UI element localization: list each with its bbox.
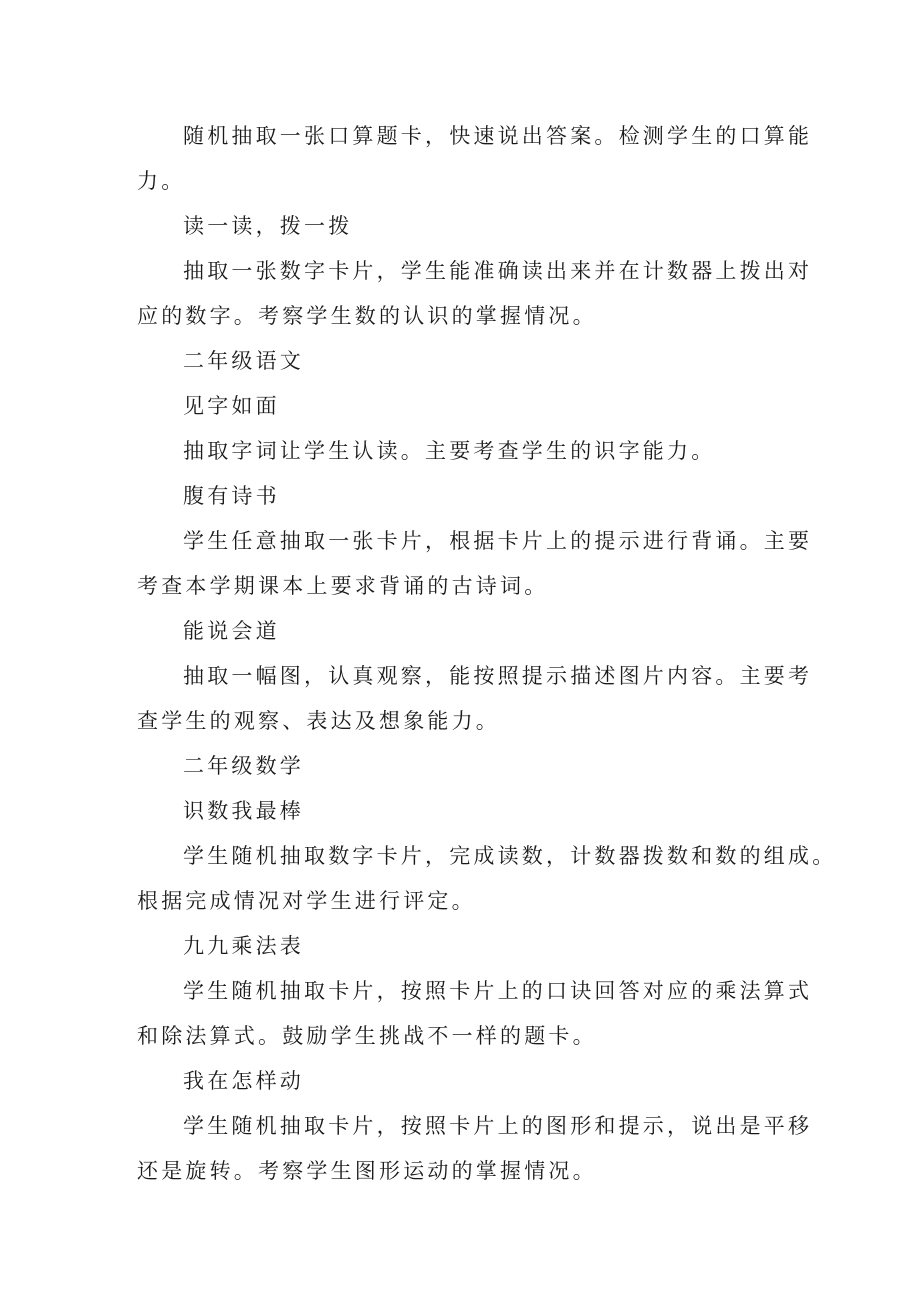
- text-line: 查学生的观察、表达及想象能力。: [137, 709, 500, 733]
- text-line: 九九乘法表: [183, 934, 304, 958]
- text-line: 和除法算式。鼓励学生挑战不一样的题卡。: [137, 1024, 597, 1048]
- text-line: 根据完成情况对学生进行评定。: [137, 889, 476, 913]
- text-line: 识数我最棒: [183, 799, 304, 823]
- document-body: [137, 114, 837, 1194]
- text-line: 还是旋转。考察学生图形运动的掌握情况。: [137, 1159, 597, 1183]
- text-line: 腹有诗书: [183, 484, 280, 508]
- text-line: 力。: [137, 169, 186, 193]
- text-line: 随机抽取一张口算题卡，快速说出答案。检测学生的口算能: [183, 124, 813, 148]
- text-line: 读一读，拨一拨: [183, 214, 353, 238]
- text-line: 抽取一幅图，认真观察，能按照提示描述图片内容。主要考: [183, 664, 813, 688]
- text-line: 能说会道: [183, 619, 280, 643]
- text-line: 抽取一张数字卡片，学生能准确读出来并在计数器上拨出对: [183, 259, 813, 283]
- text-line: 我在怎样动: [183, 1069, 304, 1093]
- text-line: 抽取字词让学生认读。主要考查学生的识字能力。: [183, 439, 716, 463]
- text-line: 二年级语文: [183, 349, 304, 373]
- text-line: 二年级数学: [183, 754, 304, 778]
- text-line: 考查本学期课本上要求背诵的古诗词。: [137, 574, 549, 598]
- text-line: 应的数字。考察学生数的认识的掌握情况。: [137, 304, 597, 328]
- text-line: 学生随机抽取卡片，按照卡片上的图形和提示，说出是平移: [183, 1114, 813, 1138]
- text-line: 学生任意抽取一张卡片，根据卡片上的提示进行背诵。主要: [183, 529, 813, 553]
- text-line: 见字如面: [183, 394, 280, 418]
- text-line: 学生随机抽取卡片，按照卡片上的口诀回答对应的乘法算式: [183, 979, 813, 1003]
- text-line: 学生随机抽取数字卡片，完成读数，计数器拨数和数的组成。: [183, 844, 837, 868]
